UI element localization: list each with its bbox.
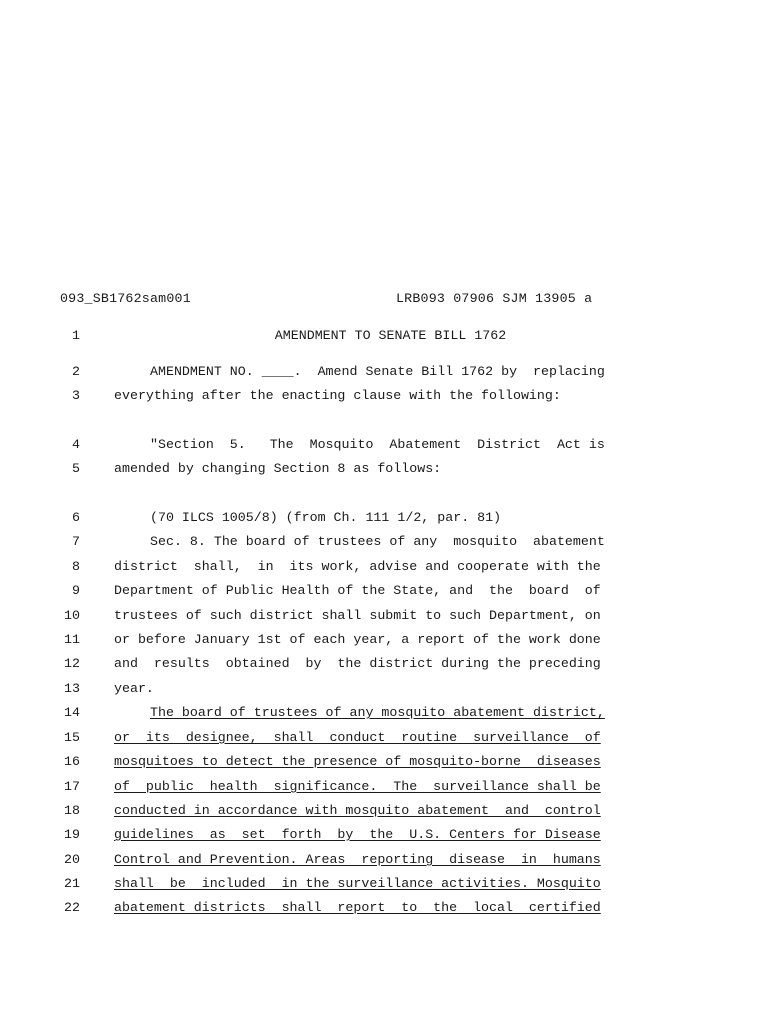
line-number: 7 [72, 534, 80, 549]
line-number: 4 [72, 437, 80, 452]
inserted-text: shall be included in the surveillance activities. Mosquito [114, 876, 601, 891]
inserted-text: of public health significance. The surveillance shall be [114, 779, 601, 794]
bill-line [0, 777, 770, 797]
line-number: 12 [64, 656, 80, 671]
inserted-text: The board of trustees of any mosquito abatement district, [150, 705, 605, 720]
bill-line [0, 679, 770, 699]
line-number: 6 [72, 510, 80, 525]
bill-line [0, 630, 770, 650]
bill-line [0, 326, 770, 346]
inserted-text: mosquitoes to detect the presence of mosquito-borne diseases [114, 754, 601, 769]
lrb-number: LRB093 07906 SJM 13905 a [396, 291, 593, 306]
bill-line [0, 508, 770, 528]
line-number: 19 [64, 827, 80, 842]
bill-line [0, 728, 770, 748]
bill-line [0, 752, 770, 772]
line-text: or before January 1st of each year, a report of the work done [114, 632, 601, 647]
inserted-text: guidelines as set forth by the U.S. Centers for Disease [114, 827, 601, 842]
bill-line [0, 654, 770, 674]
line-text: Sec. 8. The board of trustees of any mosquito abatement [150, 534, 605, 549]
line-number: 5 [72, 461, 80, 476]
bill-line [0, 898, 770, 918]
bill-line [0, 874, 770, 894]
bill-line [0, 850, 770, 870]
bill-line [0, 435, 770, 455]
bill-line [0, 703, 770, 723]
line-number: 14 [64, 705, 80, 720]
line-number: 15 [64, 730, 80, 745]
line-text: "Section 5. The Mosquito Abatement District Act is [150, 437, 605, 452]
inserted-text: or its designee, shall conduct routine surveillance of [114, 730, 601, 745]
line-text: amended by changing Section 8 as follows: [114, 461, 442, 476]
line-number: 3 [72, 388, 80, 403]
inserted-text: conducted in accordance with mosquito abatement and control [114, 803, 601, 818]
bill-line [0, 606, 770, 626]
line-number: 10 [64, 608, 80, 623]
bill-line [0, 459, 770, 479]
line-number: 13 [64, 681, 80, 696]
line-text: district shall, in its work, advise and cooperate with the [114, 559, 601, 574]
line-text: AMENDMENT NO. ____. Amend Senate Bill 1762 by replacing [150, 364, 605, 379]
bill-line [0, 801, 770, 821]
line-text: everything after the enacting clause with the following: [114, 388, 561, 403]
line-number: 9 [72, 583, 80, 598]
line-number: 1 [72, 328, 80, 343]
inserted-text: Control and Prevention. Areas reporting disease in humans [114, 852, 601, 867]
line-number: 21 [64, 876, 80, 891]
line-number: 16 [64, 754, 80, 769]
line-text: and results obtained by the district during the preceding [114, 656, 601, 671]
line-number: 11 [64, 632, 80, 647]
line-number: 17 [64, 779, 80, 794]
line-number: 20 [64, 852, 80, 867]
statute-citation: (70 ILCS 1005/8) (from Ch. 111 1/2, par. 81) [150, 510, 502, 525]
bill-line [0, 532, 770, 552]
line-text: year. [114, 681, 154, 696]
document-id: 093_SB1762sam001 [60, 291, 191, 306]
inserted-text: abatement districts shall report to the local certified [114, 900, 601, 915]
line-number: 8 [72, 559, 80, 574]
line-text: trustees of such district shall submit to such Department, on [114, 608, 601, 623]
bill-line [0, 557, 770, 577]
bill-line [0, 825, 770, 845]
bill-line [0, 581, 770, 601]
line-number: 22 [64, 900, 80, 915]
line-number: 18 [64, 803, 80, 818]
line-number: 2 [72, 364, 80, 379]
amendment-title: AMENDMENT TO SENATE BILL 1762 [274, 328, 507, 343]
bill-line [0, 386, 770, 406]
line-text: Department of Public Health of the State, and the board of [114, 583, 601, 598]
bill-line [0, 362, 770, 382]
